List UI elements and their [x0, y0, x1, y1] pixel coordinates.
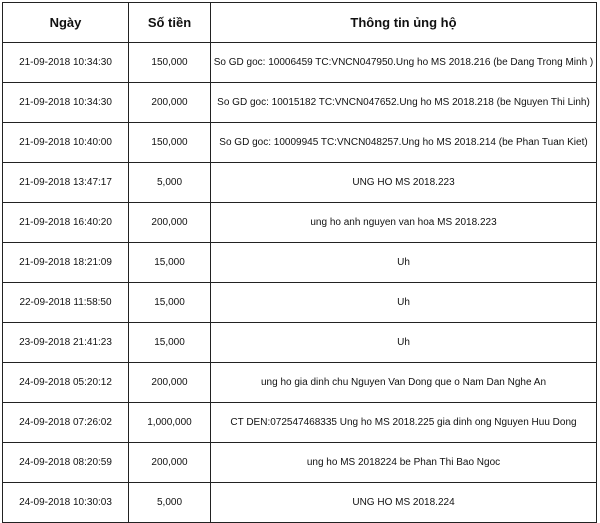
table-row — [3, 283, 597, 323]
cell-amount: 200,000 — [129, 203, 211, 243]
cell-info: Uh — [211, 243, 597, 283]
donations-table — [2, 2, 597, 523]
cell-amount: 200,000 — [129, 443, 211, 483]
table-row — [3, 363, 597, 403]
cell-info: So GD goc: 10006459 TC:VNCN047950.Ung ho MS 2018.216 (be Dang Trong Minh ) — [211, 43, 597, 83]
cell-date: 24-09-2018 07:26:02 — [3, 403, 129, 443]
cell-date: 21-09-2018 16:40:20 — [3, 203, 129, 243]
cell-amount: 1,000,000 — [129, 403, 211, 443]
cell-info: ung ho anh nguyen van hoa MS 2018.223 — [211, 203, 597, 243]
cell-date: 21-09-2018 18:21:09 — [3, 243, 129, 283]
cell-amount: 15,000 — [129, 323, 211, 363]
cell-info: UNG HO MS 2018.223 — [211, 163, 597, 203]
cell-info: So GD goc: 10015182 TC:VNCN047652.Ung ho MS 2018.218 (be Nguyen Thi Linh) — [211, 83, 597, 123]
cell-date: 23-09-2018 21:41:23 — [3, 323, 129, 363]
header-info: Thông tin ủng hộ — [211, 3, 597, 43]
cell-date: 24-09-2018 05:20:12 — [3, 363, 129, 403]
cell-amount: 200,000 — [129, 363, 211, 403]
cell-date: 21-09-2018 10:34:30 — [3, 83, 129, 123]
cell-amount: 15,000 — [129, 243, 211, 283]
header-row — [3, 3, 597, 43]
cell-amount: 150,000 — [129, 43, 211, 83]
cell-info: CT DEN:072547468335 Ung ho MS 2018.225 gia dinh ong Nguyen Huu Dong — [211, 403, 597, 443]
cell-amount: 150,000 — [129, 123, 211, 163]
table-row — [3, 203, 597, 243]
header-date: Ngày — [3, 3, 129, 43]
cell-date: 21-09-2018 10:34:30 — [3, 43, 129, 83]
cell-info: ung ho MS 2018224 be Phan Thi Bao Ngoc — [211, 443, 597, 483]
cell-date: 24-09-2018 08:20:59 — [3, 443, 129, 483]
table-row — [3, 43, 597, 83]
table-row — [3, 243, 597, 283]
cell-date: 24-09-2018 10:30:03 — [3, 483, 129, 523]
cell-info: Uh — [211, 283, 597, 323]
cell-date: 21-09-2018 13:47:17 — [3, 163, 129, 203]
cell-date: 21-09-2018 10:40:00 — [3, 123, 129, 163]
cell-info: ung ho gia dinh chu Nguyen Van Dong que o Nam Dan Nghe An — [211, 363, 597, 403]
cell-amount: 15,000 — [129, 283, 211, 323]
table-row — [3, 403, 597, 443]
table-row — [3, 483, 597, 523]
table-row — [3, 163, 597, 203]
table-row — [3, 123, 597, 163]
table-row — [3, 443, 597, 483]
table-row — [3, 323, 597, 363]
cell-info: UNG HO MS 2018.224 — [211, 483, 597, 523]
table-row — [3, 83, 597, 123]
cell-date: 22-09-2018 11:58:50 — [3, 283, 129, 323]
header-amount: Số tiền — [129, 3, 211, 43]
cell-amount: 5,000 — [129, 483, 211, 523]
cell-info: Uh — [211, 323, 597, 363]
cell-amount: 5,000 — [129, 163, 211, 203]
cell-info: So GD goc: 10009945 TC:VNCN048257.Ung ho MS 2018.214 (be Phan Tuan Kiet) — [211, 123, 597, 163]
cell-amount: 200,000 — [129, 83, 211, 123]
